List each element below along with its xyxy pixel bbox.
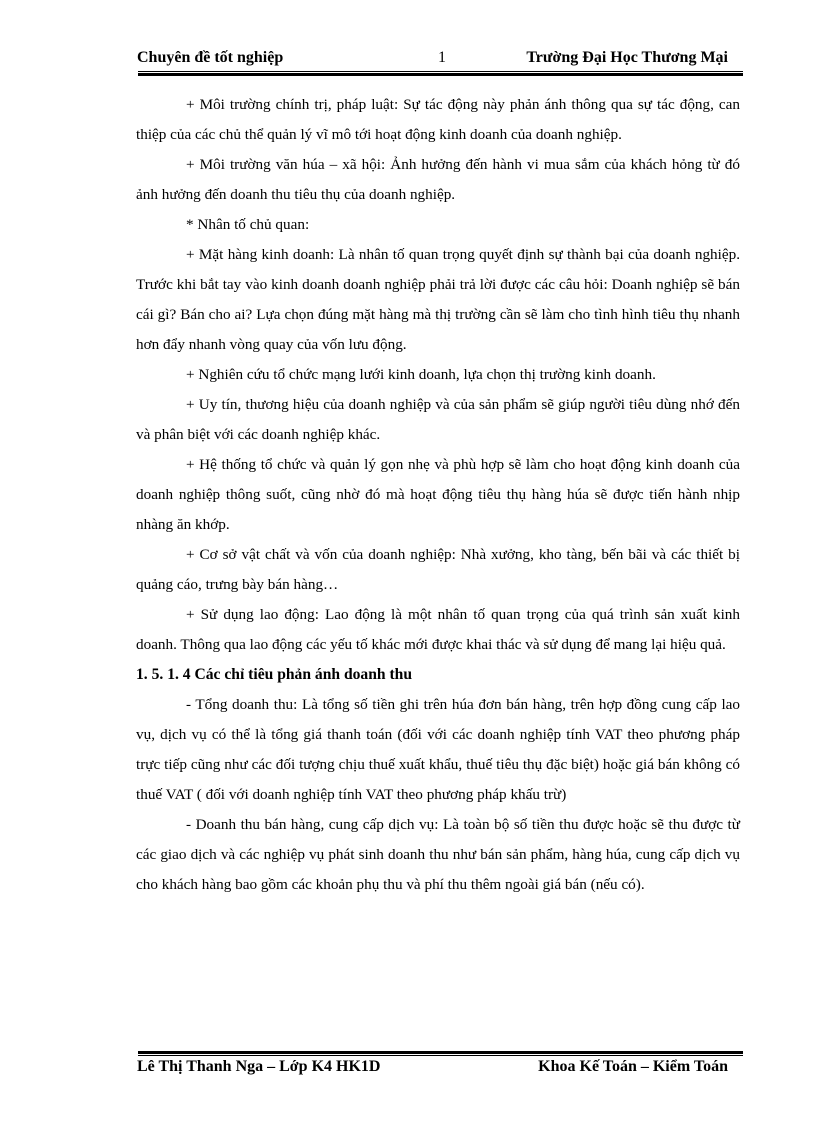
paragraph-sales-revenue: - Doanh thu bán hàng, cung cấp dịch vụ: Là toàn bộ số tiền thu được hoặc sẽ thu được từ các giao dịch và các nghiệp vụ phát sinh doanh thu như bán sản phẩm, hàng húa, cung cấp dịch vụ cho khách hàng bao gồm các khoản phụ thu và phí thu thêm ngoài giá bán (nếu có). bbox=[136, 816, 740, 893]
page-header bbox=[137, 46, 743, 70]
paragraph-political-environment: + Môi trường chính trị, pháp luật: Sự tác động này phản ánh thông qua sự tác động, can thiệp của các chủ thể quản lý vĩ mô tới hoạt động kinh doanh của doanh nghiệp. bbox=[136, 96, 740, 143]
page-number: 1 bbox=[438, 49, 446, 66]
section-heading: 1. 5. 1. 4 Các chỉ tiêu phản ánh doanh thu bbox=[136, 666, 412, 683]
paragraph-subjective-factors: * Nhân tố chủ quan: bbox=[186, 216, 310, 233]
paragraph-reputation: + Uy tín, thương hiệu của doanh nghiệp và của sản phẩm sẽ giúp người tiêu dùng nhớ đến và phân biệt với các doanh nghiệp khác. bbox=[136, 396, 740, 443]
paragraph-labor: + Sử dụng lao động: Lao động là một nhân tố quan trọng của quá trình sản xuất kinh doanh. Thông qua lao động các yếu tố khác mới được khai thác và sử dụng để mang lại hiệu quả. bbox=[136, 606, 740, 653]
paragraph-cultural-environment: + Môi trường văn húa – xã hội: Ảnh hưởng đến hành vi mua sắm của khách hỏng từ đó ảnh hưởng đến doanh thu tiêu thụ của doanh nghiệp. bbox=[136, 156, 740, 203]
paragraph-facilities: + Cơ sở vật chất và vốn của doanh nghiệp: Nhà xưởng, kho tàng, bến bãi và các thiết bị quảng cáo, trưng bày bán hàng… bbox=[136, 546, 740, 593]
header-divider bbox=[138, 71, 743, 76]
paragraph-organization: + Hệ thống tổ chức và quản lý gọn nhẹ và phù hợp sẽ làm cho hoạt động kinh doanh của doanh nghiệp thông suốt, cũng nhờ đó mà hoạt động tiêu thụ hàng húa sẽ được tiến hành nhịp nhàng ăn khớp. bbox=[136, 456, 740, 533]
page-body bbox=[136, 90, 740, 900]
page-footer bbox=[137, 1055, 743, 1079]
paragraph-total-revenue: - Tổng doanh thu: Là tổng số tiền ghi trên húa đơn bán hàng, trên hợp đồng cung cấp lao vụ, dịch vụ có thể là tổng giá thanh toán (đối với các doanh nghiệp tính VAT theo phương pháp trực tiếp cũng như các đối tượng chịu thuế xuất khẩu, thuế tiêu thụ đặc biệt) hoặc giá bán không có thuế VAT ( đối với doanh nghiệp tính VAT theo phương pháp khấu trừ) bbox=[136, 696, 740, 803]
footer-department: Khoa Kế Toán – Kiểm Toán bbox=[538, 1058, 728, 1075]
paragraph-network-research: + Nghiên cứu tổ chức mạng lưới kinh doanh, lựa chọn thị trường kinh doanh. bbox=[186, 366, 656, 383]
header-title: Chuyên đề tốt nghiệp bbox=[137, 49, 284, 66]
footer-author: Lê Thị Thanh Nga – Lớp K4 HK1D bbox=[137, 1058, 381, 1075]
header-institution: Trường Đại Học Thương Mại bbox=[526, 49, 728, 66]
paragraph-business-goods: + Mặt hàng kinh doanh: Là nhân tố quan trọng quyết định sự thành bại của doanh nghiệp. Trước khi bắt tay vào kinh doanh doanh nghiệp phải trả lời được các câu hỏi: Doanh nghiệp sẽ bán cái gì? Bán cho ai? Lựa chọn đúng mặt hàng mà thị trường cần sẽ làm cho tình hình tiêu thụ nhanh hơn đẩy nhanh vòng quay của vốn lưu động. bbox=[136, 246, 740, 353]
